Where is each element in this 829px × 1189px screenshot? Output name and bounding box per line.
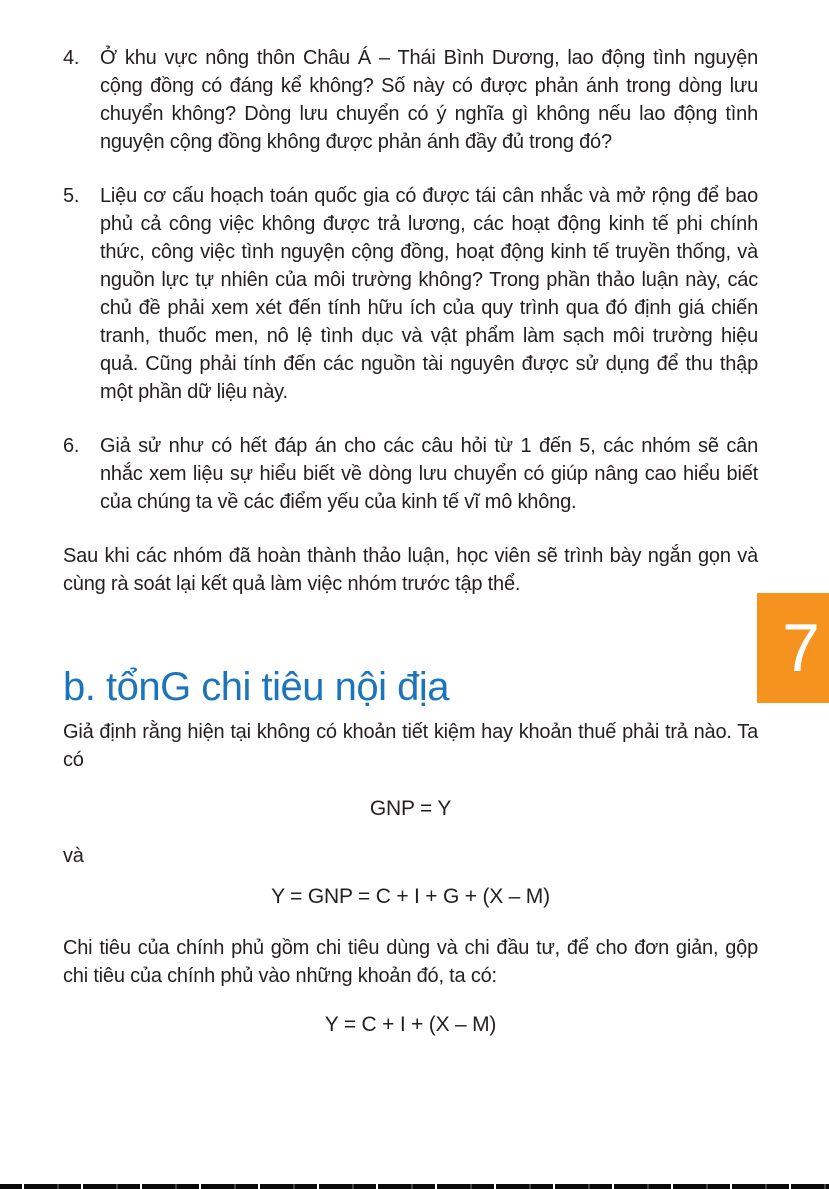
question-number: 5.: [63, 185, 80, 207]
question-item-4: [63, 44, 758, 156]
question-number: 6.: [63, 435, 80, 457]
closing-paragraph: Sau khi các nhóm đã hoàn thành thảo luận, học viên sẽ trình bày ngắn gọn và cùng rà soát lại kết quả làm việc nhóm trước tập thể.: [63, 545, 758, 595]
question-text: Ở khu vực nông thôn Châu Á – Thái Bình Dương, lao động tình nguyện cộng đồng có đáng kể không? Số này có được phản ánh trong dòng lưu chuyển không? Dòng lưu chuyển có ý nghĩa gì không nếu lao động tình nguyện cộng đồng không được phản ánh đầy đủ trong đó?: [100, 47, 758, 153]
page-bottom-scan-edge: [0, 1184, 829, 1189]
equation-y-gnp-expanded: Y = GNP = C + I + G + (X – M): [271, 885, 550, 908]
section-intro-paragraph: Giả định rằng hiện tại không có khoản tiết kiệm hay khoản thuế phải trả nào. Ta có: [63, 721, 758, 771]
section-paragraph: Chi tiêu của chính phủ gồm chi tiêu dùng và chi đầu tư, để cho đơn giản, gộp chi tiêu của chính phủ vào những khoản đó, ta có:: [63, 937, 758, 987]
connector-word: và: [63, 845, 84, 867]
equation-y-simplified: Y = C + I + (X – M): [324, 1013, 497, 1036]
question-text: Giả sử như có hết đáp án cho các câu hỏi từ 1 đến 5, các nhóm sẽ cân nhắc xem liệu sự hiểu biết về dòng lưu chuyển có giúp nâng cao hiểu biết của chúng ta về các điểm yếu của kinh tế vĩ mô không.: [100, 435, 758, 513]
question-number: 4.: [63, 47, 80, 69]
chapter-number: 7: [782, 610, 820, 686]
chapter-tab: [757, 593, 829, 703]
question-item-5: [63, 182, 758, 406]
question-text: Liệu cơ cấu hoạch toán quốc gia có được tái cân nhắc và mở rộng để bao phủ cả công việc không được trả lương, các hoạt động kinh tế phi chính thức, công việc tình nguyện cộng đồng, hoạt động kinh tế truyền thống, và nguồn lực tự nhiên của môi trường không? Trong phần thảo luận này, các chủ đề phải xem xét đến tính hữu ích của quy trình qua đó định giá chiến tranh, thuốc men, nô lệ tình dục và vật phẩm làm sạch môi trường hiệu quả. Cũng phải tính đến các nguồn tài nguyên được sử dụng để thu thập một phần dữ liệu này.: [100, 185, 758, 403]
question-item-6: [63, 432, 758, 516]
equation-gnp-y: GNP = Y: [369, 797, 452, 820]
section-heading: b. tổnG chi tiêu nội địa: [63, 665, 450, 709]
